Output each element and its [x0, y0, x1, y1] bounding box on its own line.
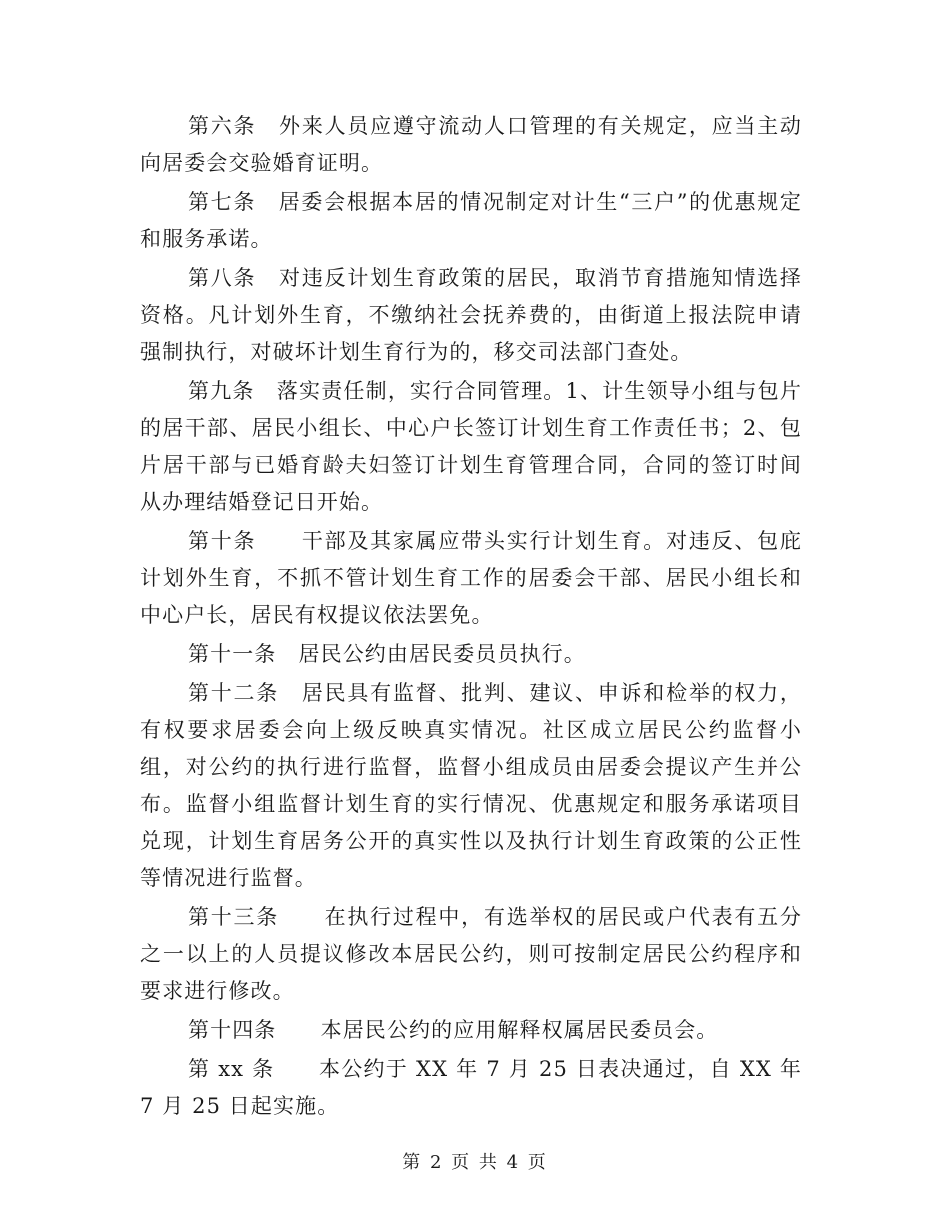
article-6: 第六条 外来人员应遵守流动人口管理的有关规定，应当主动向居委会交验婚育证明。	[140, 114, 802, 175]
article-7: 第七条 居委会根据本居的情况制定对计生“三户”的优惠规定和服务承诺。	[140, 190, 802, 251]
article-8: 第八条 对违反计划生育政策的居民，取消节育措施知情选择资格。凡计划外生育，不缴纳社会抚养费的，由街道上报法院申请强制执行，对破坏计划生育行为的，移交司法部门查处。	[140, 266, 802, 364]
article-10: 第十条 干部及其家属应带头实行计划生育。对违反、包庇计划外生育，不抓不管计划生育工作的居委会干部、居民小组长和中心户长，居民有权提议依法罢免。	[140, 529, 802, 627]
article-12: 第十二条 居民具有监督、批判、建议、申诉和检举的权力，有权要求居委会向上级反映真实情况。社区成立居民公约监督小组，对公约的执行进行监督，监督小组成员由居委会提议产生并公布。监督小组监督计划生育的实行情况、优惠规定和服务承诺项目兑现，计划生育居务公开的真实性以及执行计划生育政策的公正性等情况进行监督。	[140, 681, 802, 890]
article-9: 第九条 落实责任制，实行合同管理。1、计生领导小组与包片的居干部、居民小组长、中心户长签订计划生育工作责任书；2、包片居干部与已婚育龄夫妇签订计划生育管理合同，合同的签订时间从办理结婚登记日开始。	[140, 379, 802, 514]
article-13: 第十三条 在执行过程中，有选举权的居民或户代表有五分之一以上的人员提议修改本居民公约，则可按制定居民公约程序和要求进行修改。	[140, 905, 802, 1003]
article-xx: 第 xx 条 本公约于 XX 年 7 月 25 日表决通过，自 XX 年 7 月 25 日起实施。	[140, 1057, 802, 1118]
article-11: 第十一条 居民公约由居民委员员执行。	[188, 642, 586, 666]
article-14: 第十四条 本居民公约的应用解释权属居民委员会。	[188, 1018, 719, 1042]
page-number-footer: 第 2 页 共 4 页	[402, 1152, 548, 1173]
document-body	[140, 108, 802, 1127]
